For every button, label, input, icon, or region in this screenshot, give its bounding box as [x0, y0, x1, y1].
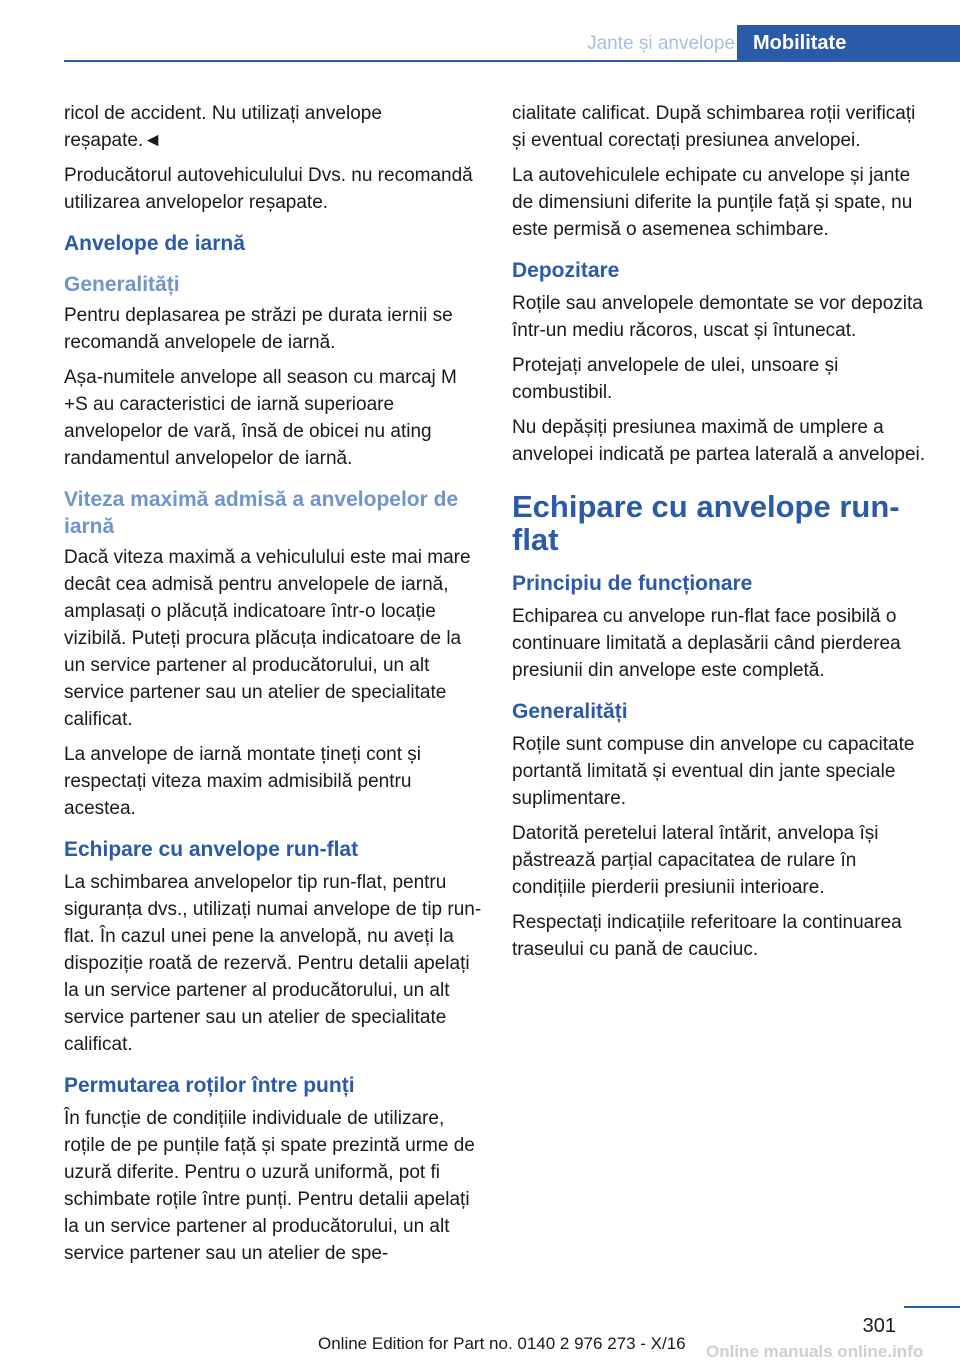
footer-edition: Online Edition for Part no. 0140 2 976 273 - X/16 [318, 1334, 686, 1353]
paragraph: Roțile sau anvelopele demontate se vor depozita într-un mediu răcoros, uscat și întunecat. [512, 293, 923, 341]
right-column [512, 100, 930, 971]
heading-run-flat: Echipare cu anvelope run-flat [64, 838, 359, 861]
subheading-max-speed: Viteza maximă admisă a anvelopelor de iarnă [64, 488, 459, 538]
header-section-title: Jante și anvelope [587, 33, 735, 54]
heading-general: Generalități [512, 700, 628, 723]
paragraph: Producătorul autovehiculului Dvs. nu recomandă utilizarea anvelopelor reșapate. [64, 165, 473, 213]
paragraph: La autovehiculele echipate cu anvelope și jante de dimensiuni diferite la punțile față și spate, nu este permisă o asemenea schimbare. [512, 165, 913, 240]
paragraph: Respectați indicațiile referitoare la continuarea traseului cu pană de cauciuc. [512, 912, 902, 960]
paragraph: La anvelope de iarnă montate țineți cont și respectați viteza maxim admisibilă pentru acestea. [64, 744, 422, 819]
paragraph: La schimbarea anvelopelor tip run-flat, pentru siguranța dvs., utilizați numai anvelope de tip run-flat. În cazul unei pene la anvelopă, nu aveți la dispoziție roată de rezervă. Pentru detalii apelați la un service partener al producătorului, un alt service partener sau un atelier de specialitate calificat. [64, 872, 482, 1055]
header-chapter-tab: Mobilitate [737, 25, 960, 61]
section-title-run-flat: Echipare cu anvelope run-flat [512, 489, 900, 557]
heading-storage: Depozitare [512, 259, 620, 282]
paragraph: Datorită peretelui lateral întărit, anvelopa își păstrează parțial capacitatea de rulare în condițiile pierderii presiunii interioare. [512, 823, 879, 898]
paragraph: În funcție de condițiile individuale de utilizare, roțile de pe punțile față și spate prezintă urme de uzură diferite. Pentru o uzură uniformă, pot fi schimbate roțile între punți. Pentru detalii apelați la un service partener al producătorului, un alt service partener sau un atelier de spe- [64, 1108, 475, 1264]
page-number: 301 [862, 1315, 896, 1337]
heading-operating-principle: Principiu de funcționare [512, 572, 753, 595]
paragraph: Echiparea cu anvelope run-flat face posibilă o continuare limitată a deplasării când pierderea presiunii din anvelope este completă. [512, 606, 901, 681]
watermark: Online manuals online.info [706, 1342, 924, 1361]
heading-winter-tyres: Anvelope de iarnă [64, 232, 245, 255]
paragraph: Nu depășiți presiunea maximă de umplere a anvelopei indicată pe partea laterală a anvelopei. [512, 417, 926, 465]
paragraph: Pentru deplasarea pe străzi pe durata iernii se recomandă anvelopele de iarnă. [64, 305, 453, 353]
left-column [64, 100, 482, 1275]
heading-wheel-rotation: Permutarea roților între punți [64, 1074, 355, 1097]
paragraph: ricol de accident. Nu utilizați anvelope reșapate.◄ [64, 103, 382, 151]
footer-rule [904, 1306, 960, 1308]
paragraph: cialitate calificat. După schimbarea roții verificați și eventual corectați presiunea anvelopei. [512, 103, 916, 151]
paragraph: Protejați anvelopele de ulei, unsoare și combustibil. [512, 355, 839, 403]
paragraph: Dacă viteza maximă a vehiculului este mai mare decât cea admisă pentru anvelopele de iarnă, amplasați o plăcuță indicatoare într-o locație vizibilă. Puteți procura plăcuța indicatoare de la un service partener al producătorului, un alt service partener sau un atelier de specialitate calificat. [64, 547, 471, 730]
subheading-general: Generalități [64, 273, 180, 296]
header-rule [64, 60, 960, 62]
paragraph: Roțile sunt compuse din anvelope cu capacitate portantă limitată și eventual din jante speciale suplimentare. [512, 734, 915, 809]
paragraph: Așa-numitele anvelope all season cu marcaj M +S au caracteristici de iarnă superioare anvelopelor de vară, însă de obicei nu ating randamentul anvelopelor de iarnă. [64, 367, 457, 469]
